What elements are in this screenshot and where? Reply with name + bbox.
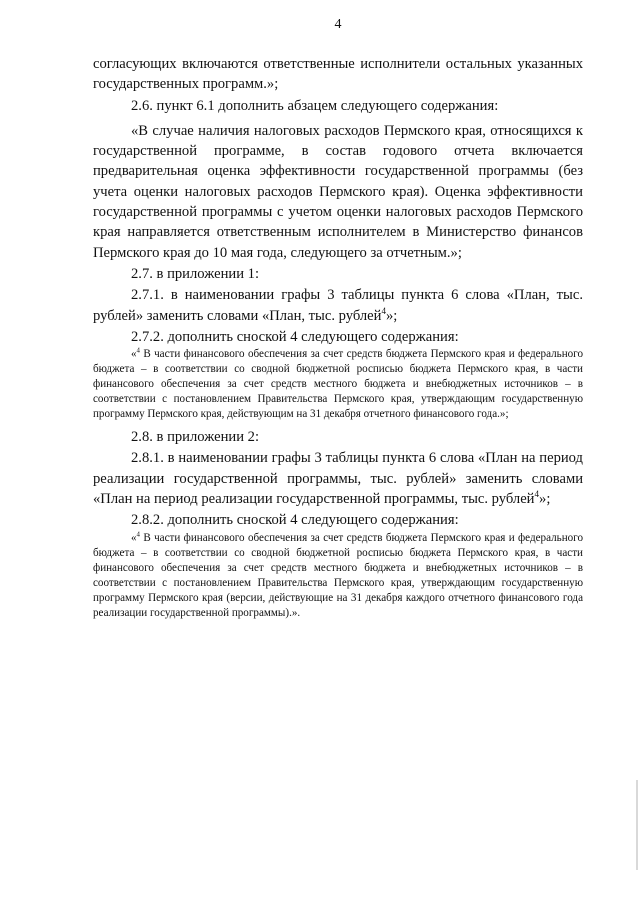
footnote-marker: 4 <box>534 489 540 500</box>
footnote-text-2 <box>93 531 583 621</box>
page-number: 4 <box>334 17 342 32</box>
footnote-text-2-open: « <box>131 531 137 544</box>
footnote-marker: 4 <box>136 530 140 538</box>
paragraph-2-8-2: 2.8.2. дополнить сноской 4 следующего содержания: <box>131 512 459 529</box>
footnote-marker: 4 <box>381 305 386 316</box>
footnote-text-1 <box>93 347 583 422</box>
paragraph-2-6-quote: «В случае наличия налоговых расходов Пермского края, относящихся к государственной программе, в состав годового отчета включается предварительная оценка эффективности государственной программы (без учета оценки налоговых расходов Пермского края). Оценка эффективности государственной программы с учетом оценки налоговых расходов Пермского края направляется ответственным исполнителем в Министерство финансов Пермского края до 10 мая года, следующего за отчетным.»; <box>93 122 583 261</box>
paragraph-2-8-1 <box>93 448 583 509</box>
paragraph-2-7-1-text: 2.7.1. в наименовании графы 3 таблицы пункта 6 слова «План, тыс. рублей» заменить словами «План, тыс. рублей <box>93 287 583 324</box>
paragraph-2-7-2: 2.7.2. дополнить сноской 4 следующего содержания: <box>131 328 459 345</box>
footnote-marker: 4 <box>136 347 140 355</box>
paragraph-2-7-1-end: »; <box>386 307 398 324</box>
paragraph-2-6: 2.6. пункт 6.1 дополнить абзацем следующего содержания: <box>131 97 499 114</box>
footnote-text-2-body: В части финансового обеспечения за счет средств бюджета Пермского края и федерального бюджета – в соответствии со сводной бюджетной росписью бюджета Пермского края, в части финансового обеспечения за счет средств местного бюджета и внебюджетных источников – в соответствии с постановлением Правительства Пермского края, утверждающим государственную программу Пермского края (версии, действующие на 31 декабря каждого отчетного финансового года реализации государственной программы).». <box>93 531 583 619</box>
paragraph-2-8-1-text: 2.8.1. в наименовании графы 3 таблицы пункта 6 слова «План на период реализации государственной программы, тыс. рублей» заменить словами «План на период реализации государственной программы, тыс. рублей <box>93 450 583 508</box>
paragraph-2-8-1-end: »; <box>539 491 551 508</box>
paragraph-2-8: 2.8. в приложении 2: <box>131 429 260 446</box>
paragraph-2-7-1 <box>93 285 583 326</box>
footnote-text-1-body: В части финансового обеспечения за счет средств бюджета Пермского края и федерального бюджета – в соответствии со сводной бюджетной росписью бюджета Пермского края, в части финансового обеспечения за счет средств местного бюджета и внебюджетных источников – в соответствии с постановлением Правительства Пермского края, утверждающим государственную программу Пермского края, действующим на 31 декабря отчетного финансового года.»; <box>93 348 583 421</box>
scan-artifact <box>636 780 638 870</box>
document-content <box>93 54 583 621</box>
footnote-text-1-open: « <box>131 348 137 361</box>
paragraph-2-7: 2.7. в приложении 1: <box>131 265 260 282</box>
paragraph-continuation: согласующих включаются ответственные исполнители остальных указанных государственных программ.»; <box>93 56 583 93</box>
